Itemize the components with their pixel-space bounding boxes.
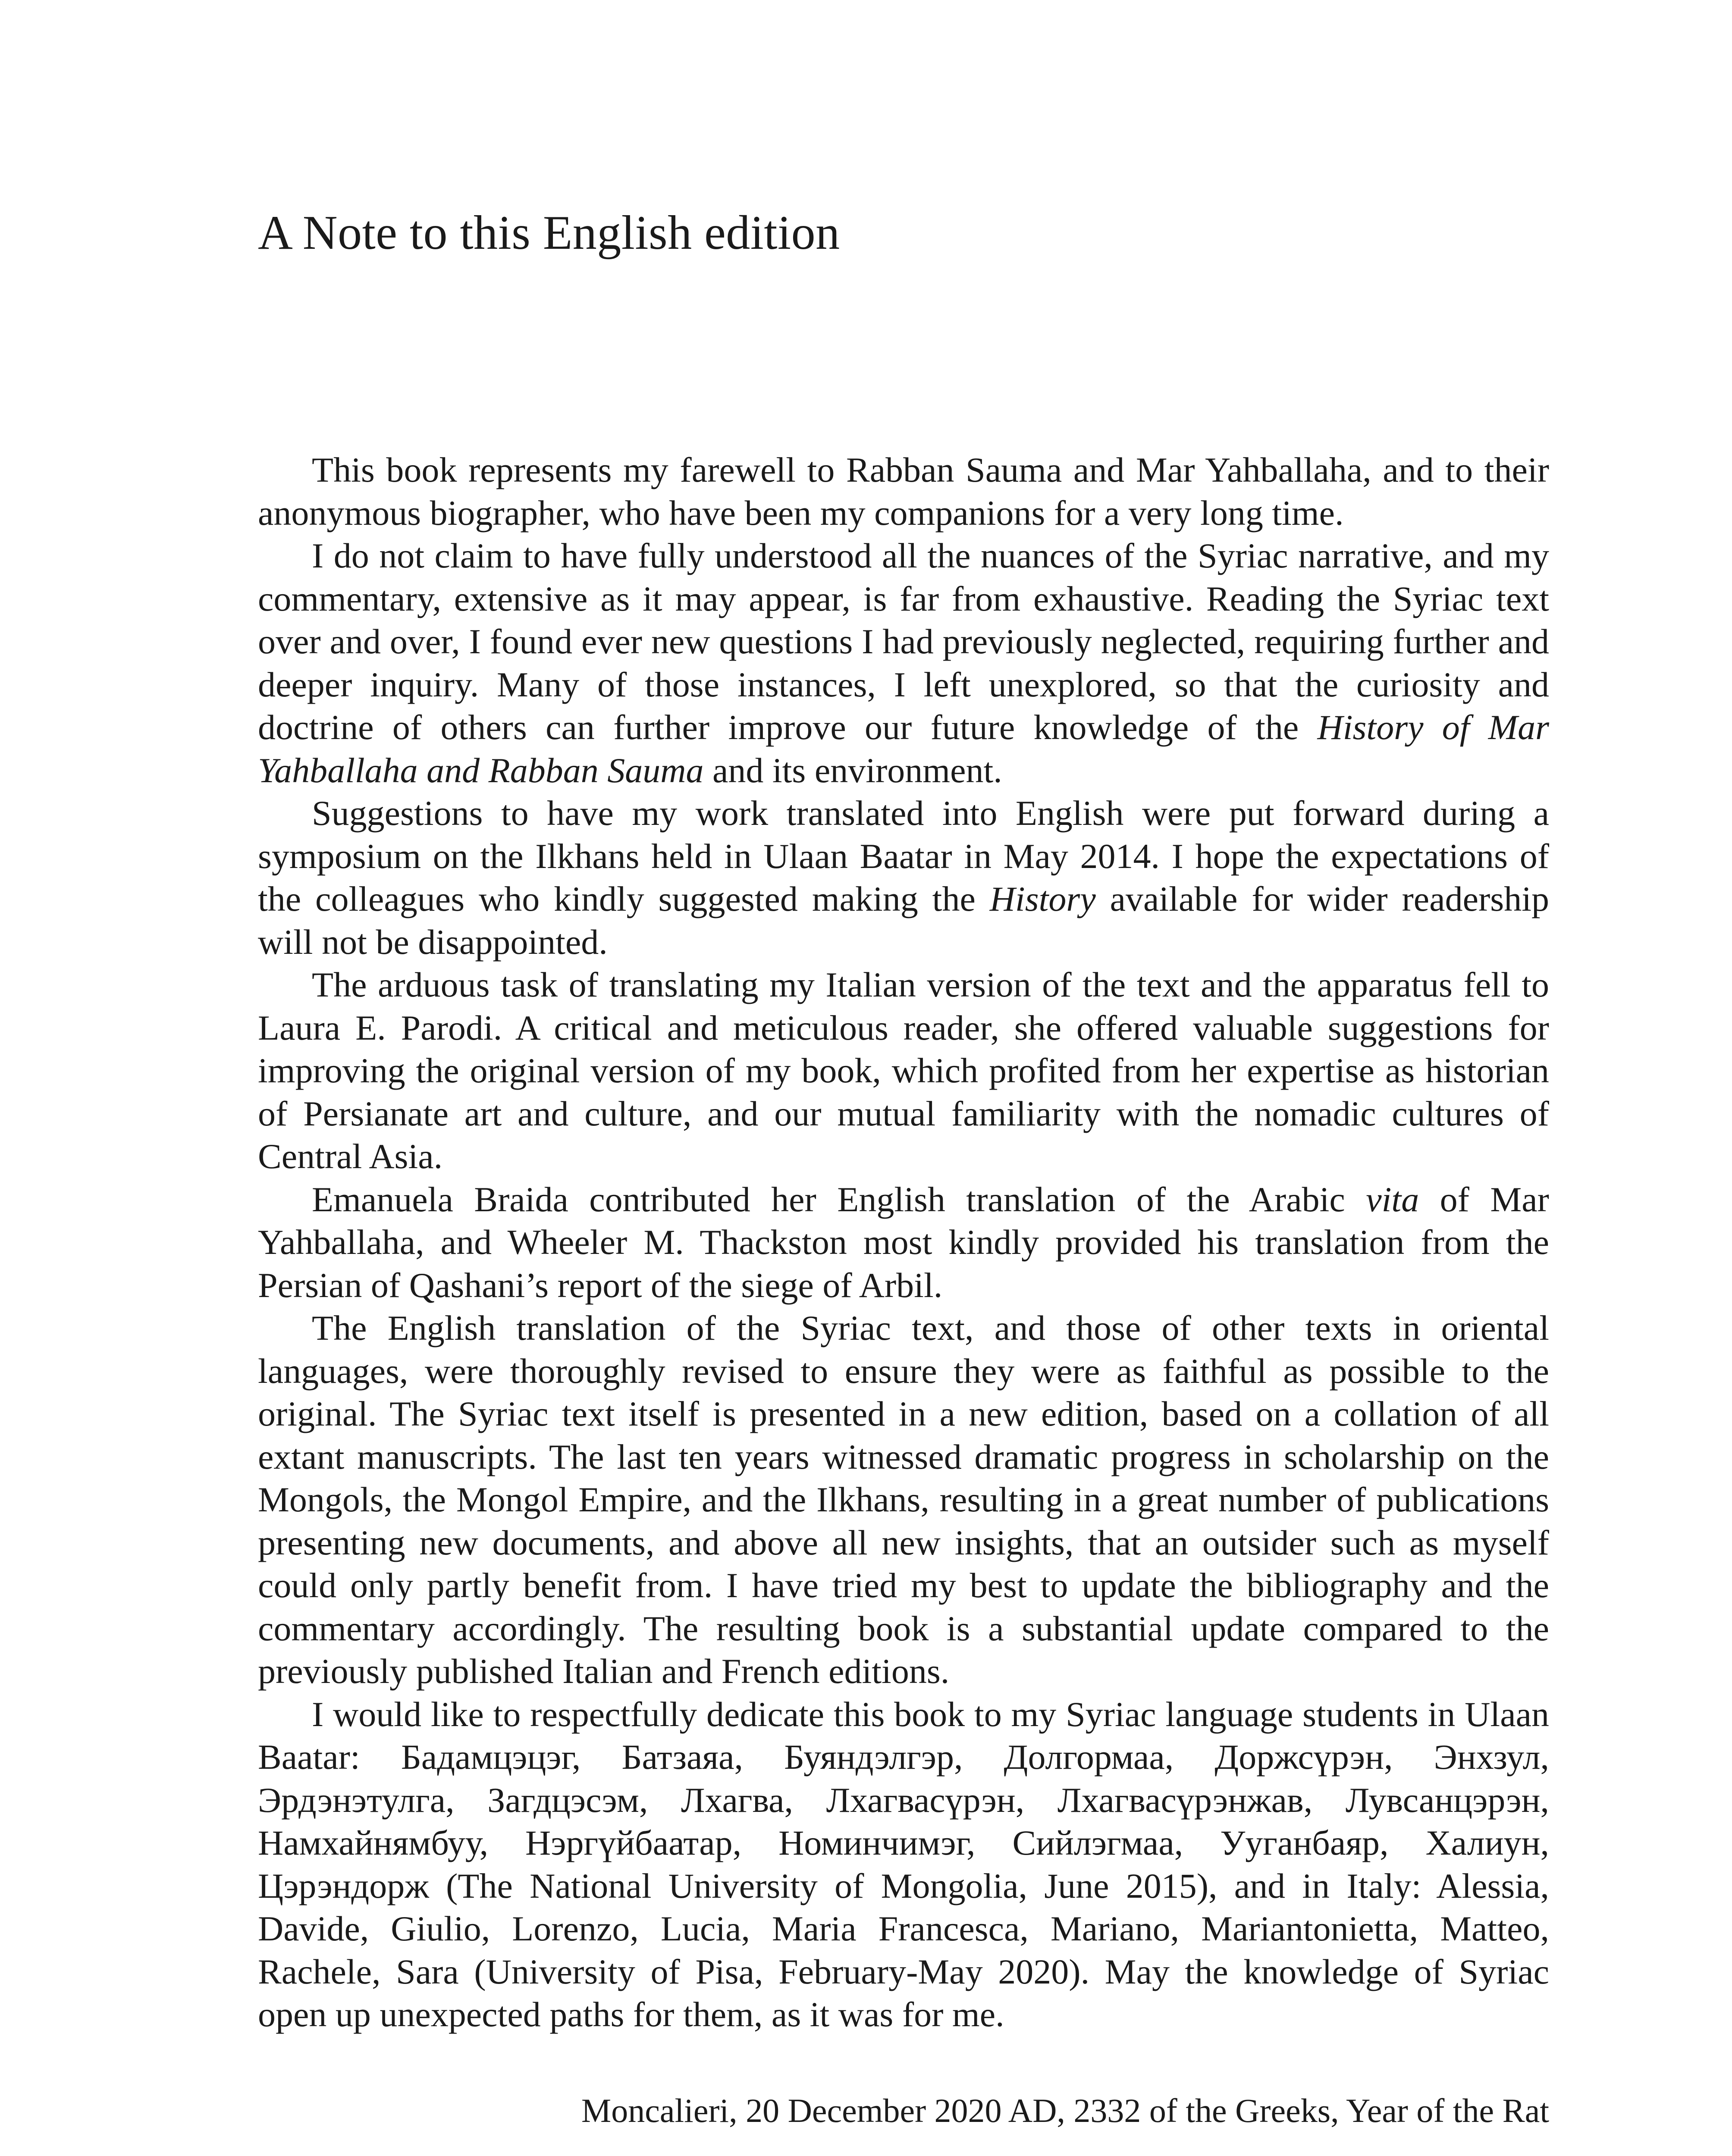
text-run: I would like to respectfully dedicate this book to my Syriac language students in Ulaan Baatar: Бадамцэцэг, Батзаяа, Буяндэлгэр, Долгормаа, Доржсүрэн, Энхзул, Эрдэнэтулга, Загдцэсэм, Лхагва, Лхагвасүрэн, Лхагвасүрэнжав, Лувсанцэрэн, Намхайнямбуу, Нэргүйбаатар, Номинчимэг, Сийлэгмаа, Ууганбаяр, Халиун, Цэрэндорж (The National University of Mongolia, June 2015), and in Italy: Alessia, Davide, Giulio, Lorenzo, Lucia, Maria Francesca, Mariano, Mariantonietta, Matteo, Rachele, Sara (University of Pisa, February-May 2020). May the knowledge of Syriac open up unexpected paths for them, as it was for me.	[258, 1694, 1549, 2034]
paragraph	[258, 1693, 1549, 2036]
text-run: of Mar Yahballaha, and Wheeler M. Thackston most kindly provided his translation from the Persian of Qashani’s report of the siege of Arbil.	[258, 1179, 1549, 1305]
text-run: available for wider readership will not be disappointed.	[258, 879, 1549, 962]
body-text	[258, 448, 1549, 2036]
paragraph	[258, 963, 1549, 1178]
paragraph	[258, 534, 1549, 792]
chapter-title: A Note to this English edition	[258, 206, 840, 260]
text-run: Emanuela Braida contributed her English translation of the Arabic	[312, 1179, 1366, 1219]
text-run: Suggestions to have my work translated into English were put forward during a symposium on the Ilkhans held in Ulaan Baatar in May 2014. I hope the expectations of the colleagues who kindly suggested making the	[258, 793, 1549, 918]
book-title-italic: History	[989, 879, 1096, 918]
text-run: I do not claim to have fully understood all the nuances of the Syriac narrative, and my commentary, extensive as it may appear, is far from exhaustive. Reading the Syriac text over and over, I found ever new questions I had previously neglected, requiring further and deeper inquiry. Many of those instances, I left unexplored, so that the curiosity and doctrine of others can further improve our future knowledge of the	[258, 536, 1549, 747]
text-run: and its environment.	[703, 750, 1002, 790]
signoff-place-date: Moncalieri, 20 December 2020 AD, 2332 of the Greeks, Year of the Rat	[581, 2092, 1549, 2129]
paragraph	[258, 1307, 1549, 1693]
paragraph	[258, 792, 1549, 963]
text-run: The arduous task of translating my Italian version of the text and the apparatus fell to Laura E. Parodi. A critical and meticulous reader, she offered valuable suggestions for improving the original version of my book, which profited from her expertise as historian of Persianate art and culture, and our mutual familiarity with the nomadic cultures of Central Asia.	[258, 965, 1549, 1176]
paragraph	[258, 1178, 1549, 1307]
paragraph	[258, 448, 1549, 534]
text-run: This book represents my farewell to Rabban Sauma and Mar Yahballaha, and to their anonymous biographer, who have been my companions for a very long time.	[258, 450, 1549, 533]
book-title-italic: History of Mar Yahballaha and Rabban Sauma	[258, 708, 1549, 790]
term-italic: vita	[1366, 1179, 1419, 1219]
text-run: The English translation of the Syriac text, and those of other texts in oriental languages, were thoroughly revised to ensure they were as faithful as possible to the original. The Syriac text itself is presented in a new edition, based on a collation of all extant manuscripts. The last ten years witnessed dramatic progress in scholarship on the Mongols, the Mongol Empire, and the Ilkhans, resulting in a great number of publications presenting new documents, and above all new insights, that an outsider such as myself could only partly benefit from. I have tried my best to update the bibliography and the commentary accordingly. The resulting book is a substantial update compared to the previously published Italian and French editions.	[258, 1308, 1549, 1691]
